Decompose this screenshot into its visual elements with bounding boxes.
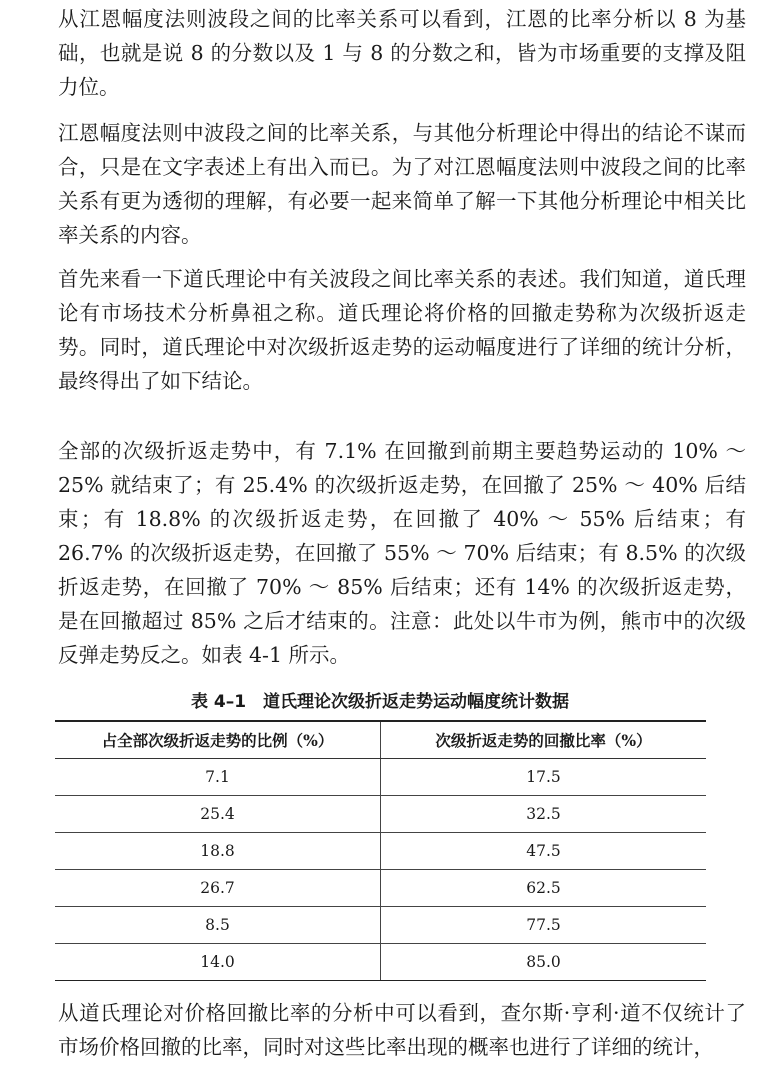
paragraph-3: 首先来看一下道氏理论中有关波段之间比率关系的表述。我们知道，道氏理论有市场技术分析鼻祖之称。道氏理论将价格的回撤走势称为次级折返走势。同时，道氏理论中对次级折返走势的运动幅度进行了详细的统计分析，最终得出了如下结论。 [58, 267, 746, 393]
table-row [55, 796, 706, 833]
table-row [55, 944, 706, 981]
paragraph-1: 从江恩幅度法则波段之间的比率关系可以看到，江恩的比率分析以 8 为基础，也就是说 8 的分数以及 1 与 8 的分数之和，皆为市场重要的支撑及阻力位。 [58, 7, 746, 99]
table-header-row [55, 721, 706, 759]
cell-retracement: 85.0 [381, 944, 707, 981]
paragraph-5: 从道氏理论对价格回撤比率的分析中可以看到，查尔斯·亨利·道不仅统计了市场价格回撤的比率，同时对这些比率出现的概率也进行了详细的统计， [58, 1001, 746, 1059]
cell-share: 7.1 [55, 759, 381, 796]
cell-share: 25.4 [55, 796, 381, 833]
cell-retracement: 62.5 [381, 870, 707, 907]
table-row [55, 759, 706, 796]
column-header-retracement: 次级折返走势的回撤比率（%） [381, 721, 707, 759]
table-row [55, 833, 706, 870]
statistics-table [55, 720, 706, 981]
cell-retracement: 47.5 [381, 833, 707, 870]
cell-retracement: 17.5 [381, 759, 707, 796]
paragraph-2: 江恩幅度法则中波段之间的比率关系，与其他分析理论中得出的结论不谋而合，只是在文字表述上有出入而已。为了对江恩幅度法则中波段之间的比率关系有更为透彻的理解，有必要一起来简单了解一下其他分析理论中相关比率关系的内容。 [58, 121, 746, 247]
cell-retracement: 32.5 [381, 796, 707, 833]
cell-share: 14.0 [55, 944, 381, 981]
column-header-share: 占全部次级折返走势的比例（%） [55, 721, 381, 759]
cell-retracement: 77.5 [381, 907, 707, 944]
table-row [55, 907, 706, 944]
paragraph-4: 全部的次级折返走势中，有 7.1% 在回撤到前期主要趋势运动的 10% ～ 25% 就结束了；有 25.4% 的次级折返走势，在回撤了 25% ～ 40% 后结束；有 18.8% 的次级折返走势，在回撤了 40% ～ 55% 后结束；有 26.7% 的次级折返走势，在回撤了 55% ～ 70% 后结束；有 8.5% 的次级折返走势，在回撤了 70% ～ 85% 后结束；还有 14% 的次级折返走势，是在回撤超过 85% 之后才结束的。注意：此处以牛市为例，熊市中的次级反弹走势反之。如表 4-1 所示。 [58, 439, 746, 667]
cell-share: 8.5 [55, 907, 381, 944]
cell-share: 18.8 [55, 833, 381, 870]
table-row [55, 870, 706, 907]
cell-share: 26.7 [55, 870, 381, 907]
table-caption: 表 4–1 道氏理论次级折返走势运动幅度统计数据 [190, 692, 570, 712]
